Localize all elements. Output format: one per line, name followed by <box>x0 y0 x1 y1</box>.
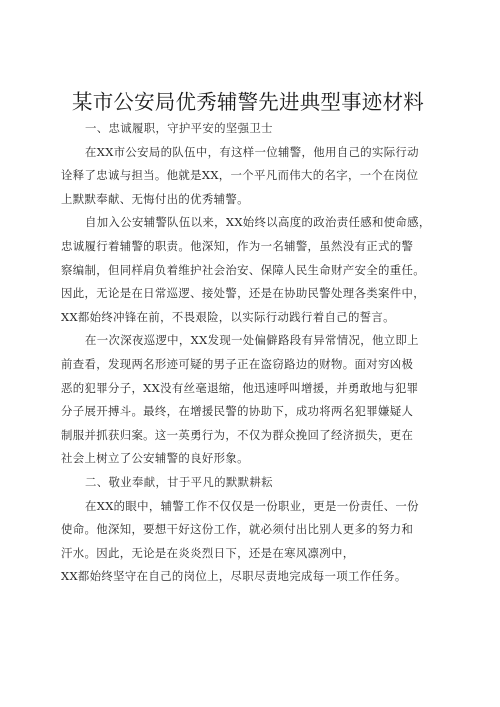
paragraph-line: 自加入公安辅警队伍以来，XX始终以高度的政治责任感和使命感， <box>85 215 431 230</box>
paragraph-line: 制服并抓获归案。这一英勇行为，不仅为群众挽回了经济损失，更在 <box>61 427 414 442</box>
paragraph-line: 上默默奉献、无悔付出的优秀辅警。 <box>61 191 249 206</box>
paragraph-line: 因此，无论是在日常巡逻、接处警，还是在协助民警处理各类案件中， <box>61 286 425 301</box>
paragraph-line: 在一次深夜巡逻中，XX发现一处偏僻路段有异常情况，他立即上 <box>85 333 419 348</box>
paragraph-line: 在XX的眼中，辅警工作不仅仅是一份职业，更是一份责任、一份 <box>85 498 419 513</box>
document-title: 某市公安局优秀辅警先进典型事迹材料 <box>72 90 424 114</box>
document-body <box>61 117 441 589</box>
paragraph-line: 汗水。因此，无论是在炎炎烈日下，还是在寒风凛冽中， <box>61 545 355 560</box>
paragraph-line: XX都始终冲锋在前，不畏艰险，以实际行动践行着自己的誓言。 <box>61 309 395 324</box>
paragraph-line: 恶的犯罪分子，XX没有丝毫退缩，他迅速呼叫增援，并勇敢地与犯罪 <box>61 380 419 395</box>
paragraph-line: XX都始终坚守在自己的岗位上，尽职尽责地完成每一项工作任务。 <box>61 569 407 584</box>
paragraph-line: 诠释了忠诚与担当。他就是XX，一个平凡而伟大的名字，一个在岗位 <box>61 168 419 183</box>
paragraph-line: 忠诚履行着辅警的职责。他深知，作为一名辅警，虽然没有正式的警 <box>61 238 414 253</box>
paragraph-line: 分子展开搏斗。最终，在增援民警的协助下，成功将两名犯罪嫌疑人 <box>61 404 414 419</box>
paragraph-line: 社会上树立了公安辅警的良好形象。 <box>61 451 249 466</box>
paragraph-line: 察编制，但同样肩负着维护社会治安、保障人民生命财产安全的重任。 <box>61 262 425 277</box>
paragraph-line: 使命。他深知，要想干好这份工作，就必须付出比别人更多的努力和 <box>61 522 414 537</box>
section-heading-2: 二、敬业奉献，甘于平凡的默默耕耘 <box>85 474 273 489</box>
paragraph-line: 在XX市公安局的队伍中，有这样一位辅警，他用自己的实际行动 <box>85 144 419 159</box>
paragraph-line: 前查看，发现两名形迹可疑的男子正在盗窃路边的财物。面对穷凶极 <box>61 356 414 371</box>
section-heading-1: 一、忠诚履职，守护平安的坚强卫士 <box>85 121 273 135</box>
